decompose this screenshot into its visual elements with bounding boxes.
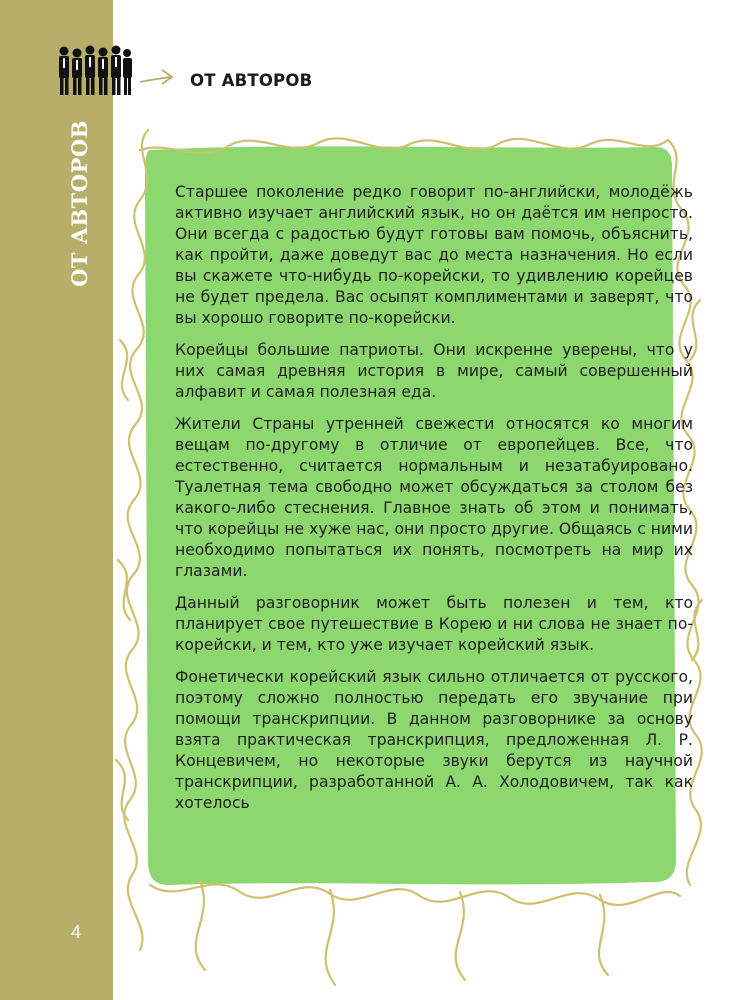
body-text — [175, 182, 693, 825]
page-title: ОТ АВТОРОВ — [190, 71, 313, 90]
paragraph: Фонетически корейский язык сильно отличается от русского, поэтому сложно полностью передать его звучание при помощи транскрипции. В данном разговорнике за основу взята практическая транскрипция, предложенная Л. Р. Концевичем, но некоторые звуки берутся из научной транскрипции, разработанной А. А. Холодовичем, так как хотелось — [175, 668, 693, 812]
paragraph: Данный разговорник может быть полезен и тем, кто планирует свое путешествие в Корею и ни слова не знает по-корейски, и тем, кто уже изучает корейский язык. — [175, 594, 693, 654]
paragraph: Корейцы большие патриоты. Они искренне уверены, что у них самая древняя история в мире, самый совершенный алфавит и самая полезная еда. — [175, 341, 693, 401]
paragraph: Жители Страны утренней свежести относятся ко многим вещам по-другому в отличие от европейцев. Все, что естественно, считается нормальным и незатабуировано. Туалетная тема свободно может обсуждаться за столом без какого-либо стеснения. Главное знать об этом и понимать, что корейцы не хуже нас, они просто другие. Общаясь с ними необходимо попытаться их понять, посмотреть на мир их глазами. — [175, 415, 693, 580]
page-number: 4 — [71, 922, 82, 942]
side-section-label-text: ОТ АВТОРОВ — [66, 119, 92, 287]
paragraph: Старшее поколение редко говорит по-английски, молодёжь активно изучает английский язык, но он даётся им непросто. Они всегда с радостью будут готовы вам помочь, объяснить, как пройти, даже доведут вас до места назначения. Но если вы скажете что-нибудь по-корейски, то удивлению корейцев не будет предела. Вас осыпят комплиментами и заверят, что вы хорошо говорите по-корейски. — [175, 183, 693, 327]
